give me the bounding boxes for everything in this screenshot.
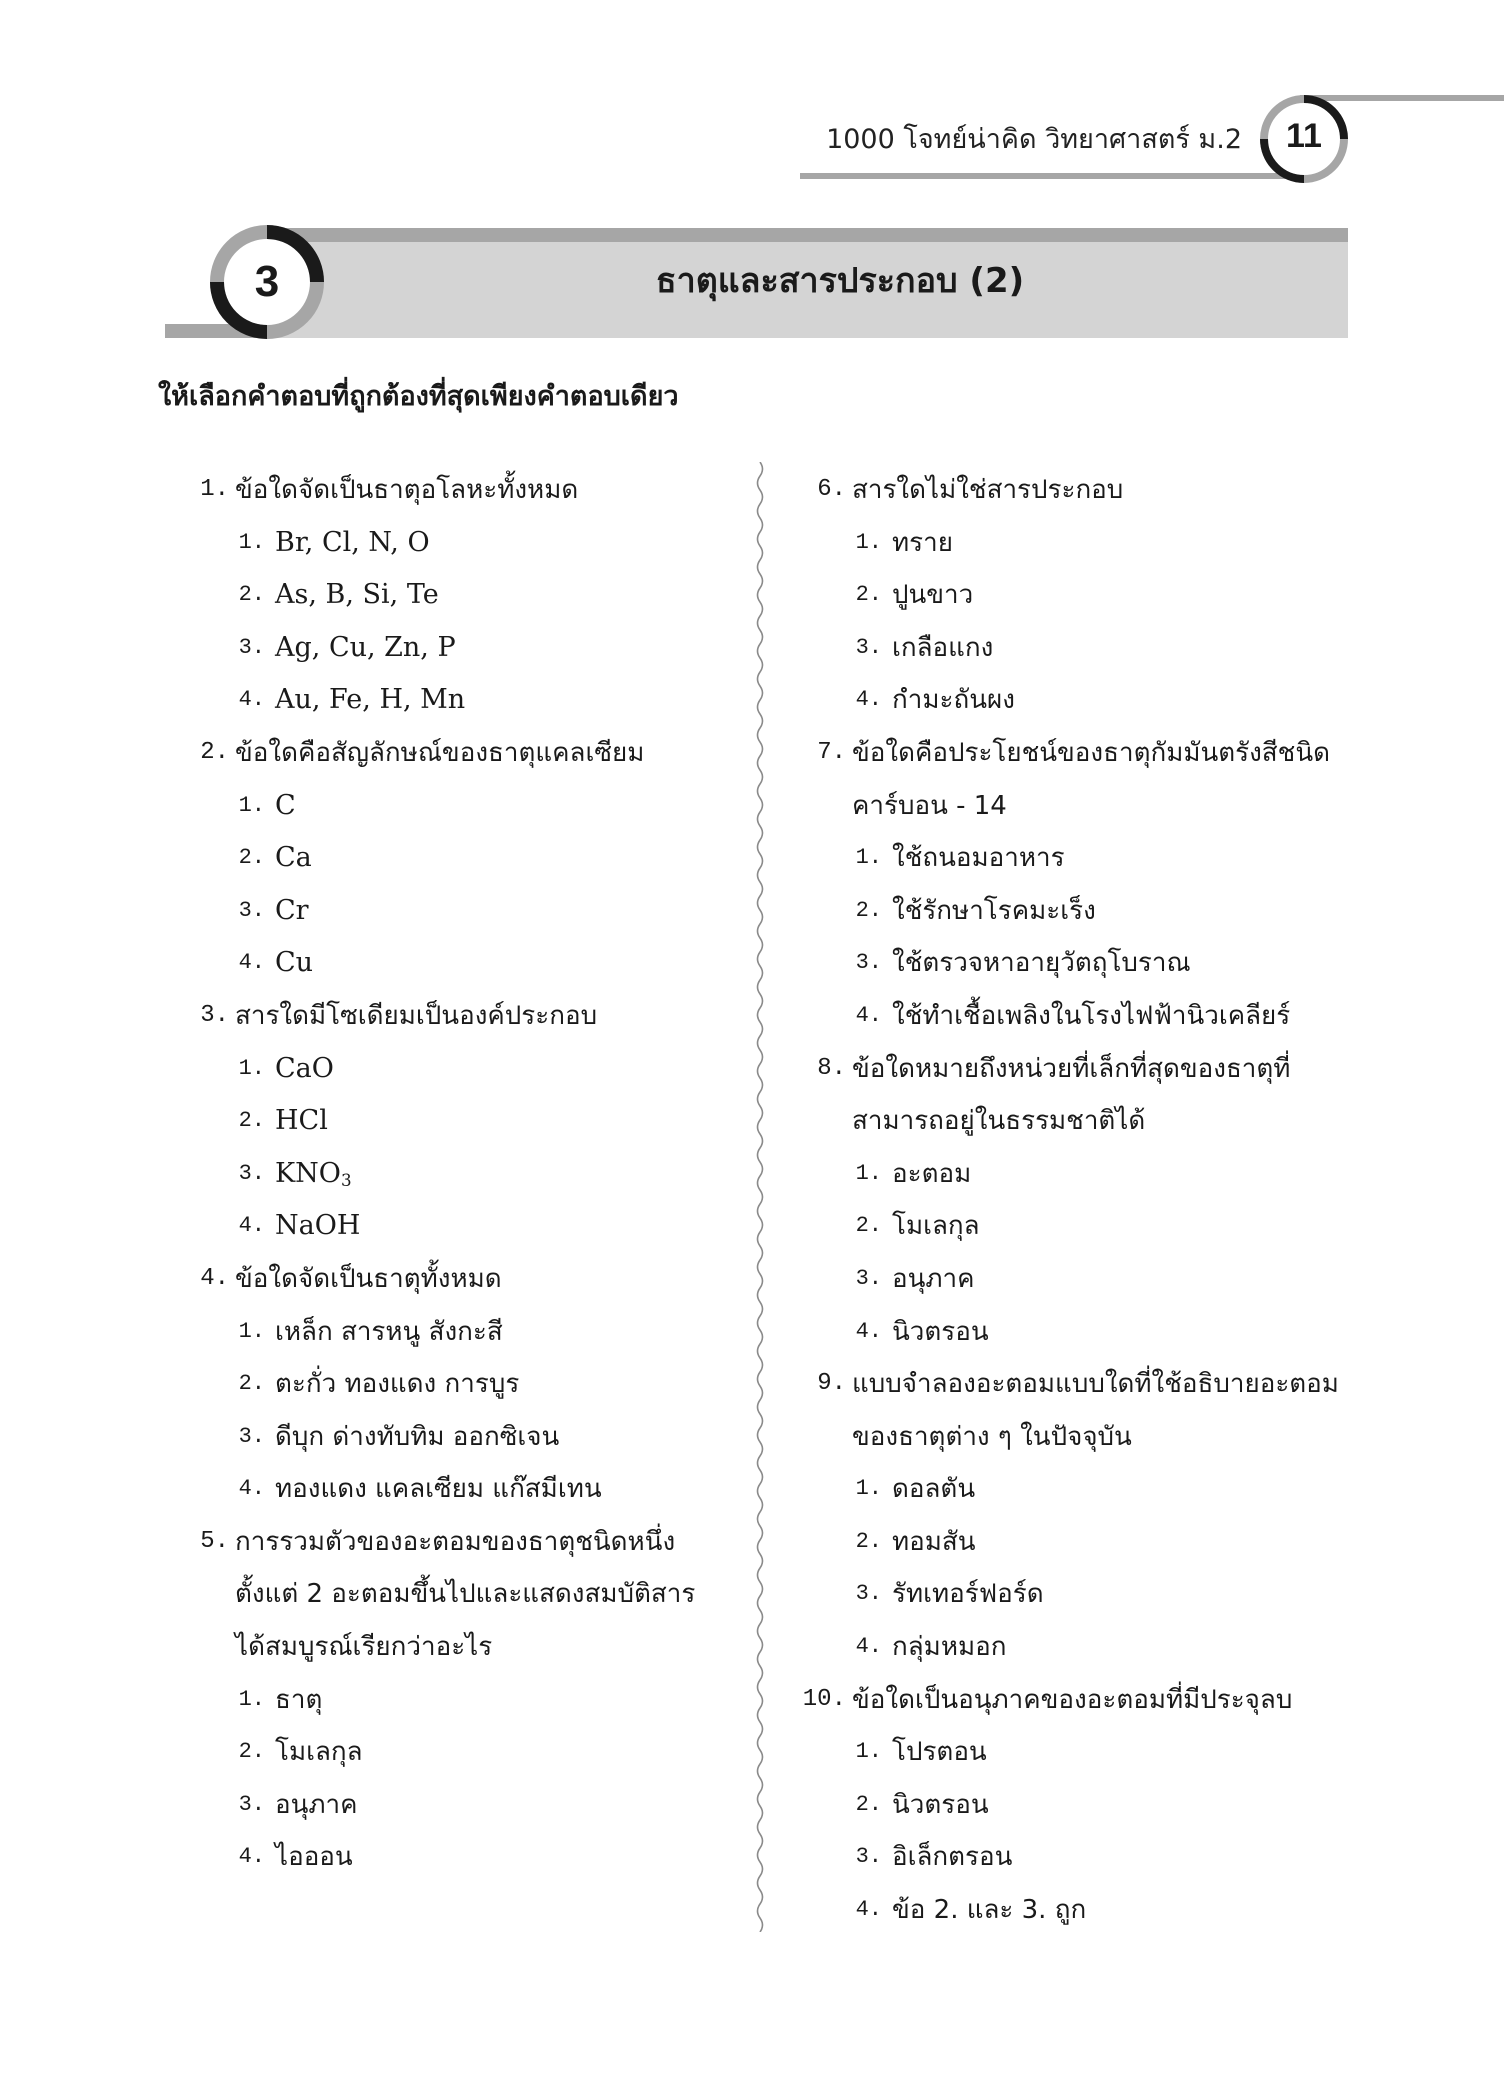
question-stem xyxy=(800,1043,1360,1096)
answer-option[interactable] xyxy=(800,1726,1360,1779)
option-number: 3. xyxy=(855,1581,882,1607)
option-text xyxy=(892,990,1290,1043)
header-rule-bottom xyxy=(800,173,1290,179)
answer-option[interactable] xyxy=(800,832,1360,885)
option-text xyxy=(275,1148,352,1207)
question-item xyxy=(800,464,1360,727)
option-label: ทราย xyxy=(892,527,953,558)
answer-option[interactable] xyxy=(800,622,1360,675)
option-number: 3. xyxy=(855,634,882,660)
answer-option[interactable] xyxy=(800,674,1360,727)
option-number: 1. xyxy=(238,1318,265,1344)
option-text xyxy=(892,1831,1012,1884)
question-item xyxy=(800,1043,1360,1359)
question-number: 3. xyxy=(200,1001,229,1029)
option-text xyxy=(275,1779,358,1832)
question-text: คาร์บอน - 14 xyxy=(852,790,1007,821)
option-number: 2. xyxy=(855,1528,882,1554)
option-number: 4. xyxy=(238,1476,265,1502)
answer-option[interactable] xyxy=(183,1779,743,1832)
column-divider xyxy=(752,462,768,1932)
option-number: 1. xyxy=(238,1686,265,1712)
question-stem xyxy=(183,1253,743,1306)
question-text: แบบจำลองอะตอมแบบใดที่ใช้อธิบายอะตอม xyxy=(852,1369,1339,1400)
option-number: 3. xyxy=(238,634,265,660)
question-stem xyxy=(183,464,743,517)
answer-option[interactable] xyxy=(800,1779,1360,1832)
question-stem xyxy=(183,990,743,1043)
question-item xyxy=(800,1358,1360,1674)
answer-option[interactable] xyxy=(183,1726,743,1779)
answer-option[interactable] xyxy=(183,1148,743,1201)
option-label: เกลือแกง xyxy=(892,632,994,663)
option-number: 2. xyxy=(855,897,882,923)
option-text xyxy=(275,1411,559,1464)
answer-option[interactable] xyxy=(800,1568,1360,1621)
option-text xyxy=(275,1726,363,1779)
answer-option[interactable] xyxy=(800,1516,1360,1569)
option-text xyxy=(275,1306,503,1359)
instruction-text: ให้เลือกคำตอบที่ถูกต้องที่สุดเพียงคำตอบเดียว xyxy=(158,381,679,412)
question-item xyxy=(800,1674,1360,1937)
question-text: ตั้งแต่ 2 อะตอมขึ้นไปและแสดงสมบัติสาร xyxy=(235,1579,696,1610)
option-label: ดอลตัน xyxy=(892,1474,976,1505)
question-stem-continued xyxy=(800,780,1360,833)
answer-option[interactable] xyxy=(800,1463,1360,1516)
option-number: 3. xyxy=(238,1160,265,1186)
answer-option[interactable] xyxy=(183,1043,743,1096)
question-text: ของธาตุต่าง ๆ ในปัจจุบัน xyxy=(852,1421,1132,1452)
option-label: โมเลกุล xyxy=(275,1737,363,1768)
header-rule-top xyxy=(1300,95,1504,101)
option-text xyxy=(892,1463,975,1516)
question-stem-continued xyxy=(800,1411,1360,1464)
option-label: ตะกั่ว ทองแดง การบูร xyxy=(275,1369,520,1400)
option-label: HCl xyxy=(275,1105,328,1137)
answer-option[interactable] xyxy=(800,885,1360,938)
option-number: 2. xyxy=(238,1739,265,1765)
option-text xyxy=(275,832,312,885)
question-stem-continued xyxy=(800,1095,1360,1148)
question-item xyxy=(183,1253,743,1516)
option-label: CaO xyxy=(275,1052,334,1084)
question-text: สามารถอยู่ในธรรมชาติได้ xyxy=(852,1106,1146,1137)
option-text xyxy=(275,780,296,833)
answer-option[interactable] xyxy=(183,832,743,885)
option-number: 1. xyxy=(855,529,882,555)
question-text: ได้สมบูรณ์เรียกว่าอะไร xyxy=(235,1632,493,1663)
option-number: 3. xyxy=(238,1791,265,1817)
option-text xyxy=(275,674,465,727)
option-label: As, B, Si, Te xyxy=(275,579,439,611)
option-number: 2. xyxy=(238,845,265,871)
question-stem xyxy=(800,1358,1360,1411)
option-text xyxy=(275,1043,334,1096)
option-label: Br, Cl, N, O xyxy=(275,526,430,558)
option-label: ธาตุ xyxy=(275,1684,323,1715)
option-text xyxy=(892,1148,971,1201)
answer-option[interactable] xyxy=(800,1200,1360,1253)
option-label: เหล็ก สารหนู สังกะสี xyxy=(275,1316,503,1347)
header-decoration xyxy=(0,0,1504,200)
questions-column-right xyxy=(800,464,1360,1937)
answer-option[interactable] xyxy=(183,1306,743,1359)
option-label: นิวตรอน xyxy=(892,1316,989,1347)
question-number: 9. xyxy=(817,1370,846,1398)
question-item xyxy=(183,1516,743,1884)
answer-option[interactable] xyxy=(800,1621,1360,1674)
banner-top-band xyxy=(262,228,1348,242)
option-text xyxy=(892,569,973,622)
option-number: 1. xyxy=(855,1476,882,1502)
option-text xyxy=(892,1200,980,1253)
option-label: Au, Fe, H, Mn xyxy=(275,684,466,716)
question-number: 6. xyxy=(817,476,846,503)
answer-option[interactable] xyxy=(183,674,743,727)
option-number: 1. xyxy=(238,792,265,818)
question-item xyxy=(183,990,743,1253)
book-title: 1000 โจทย์น่าคิด วิทยาศาสตร์ ม.2 xyxy=(826,124,1242,155)
option-text xyxy=(892,1253,975,1306)
answer-option[interactable] xyxy=(800,569,1360,622)
answer-option[interactable] xyxy=(800,1831,1360,1884)
option-label: โปรตอน xyxy=(892,1737,987,1768)
answer-option[interactable] xyxy=(183,1200,743,1253)
answer-option[interactable] xyxy=(800,1148,1360,1201)
option-number: 2. xyxy=(855,582,882,608)
question-stem xyxy=(800,727,1360,780)
question-item xyxy=(183,464,743,727)
option-text xyxy=(275,937,313,990)
option-number: 4. xyxy=(855,1002,882,1028)
option-text xyxy=(892,517,953,570)
option-text xyxy=(275,1831,353,1884)
option-number: 2. xyxy=(855,1791,882,1817)
option-number: 4. xyxy=(855,1318,882,1344)
option-number: 2. xyxy=(855,1213,882,1239)
option-text xyxy=(275,569,439,622)
option-number: 4. xyxy=(855,687,882,713)
subscript: 3 xyxy=(340,1169,352,1190)
chapter-title: ธาตุและสารประกอบ (2) xyxy=(655,261,1025,301)
option-number: 4. xyxy=(238,1213,265,1239)
option-number: 1. xyxy=(238,529,265,555)
option-text xyxy=(275,1674,322,1727)
question-number: 5. xyxy=(200,1527,229,1555)
option-label: ทอมสัน xyxy=(892,1526,976,1557)
answer-option[interactable] xyxy=(800,1306,1360,1359)
option-number: 4. xyxy=(238,950,265,976)
question-item xyxy=(800,727,1360,1043)
question-number: 2. xyxy=(200,738,229,766)
option-number: 2. xyxy=(238,1371,265,1397)
option-label: อนุภาค xyxy=(275,1789,358,1820)
page-number: 11 xyxy=(1286,117,1322,155)
option-text xyxy=(275,517,430,570)
answer-option[interactable] xyxy=(183,517,743,570)
question-text: ข้อใดเป็นอนุภาคของอะตอมที่มีประจุลบ xyxy=(852,1684,1293,1715)
option-label: อนุภาค xyxy=(892,1263,975,1294)
option-number: 2. xyxy=(238,1108,265,1134)
running-header xyxy=(0,0,1504,200)
question-stem-continued xyxy=(183,1568,743,1621)
chapter-banner xyxy=(0,220,1504,350)
option-number: 3. xyxy=(238,897,265,923)
option-number: 3. xyxy=(855,1265,882,1291)
option-text xyxy=(892,674,1015,727)
answer-option[interactable] xyxy=(183,937,743,990)
answer-option[interactable] xyxy=(183,1095,743,1148)
chapter-number: 3 xyxy=(254,257,280,306)
option-label: กำมะถันผง xyxy=(892,685,1015,716)
answer-option[interactable] xyxy=(183,1411,743,1464)
option-number: 4. xyxy=(855,1897,882,1923)
question-stem xyxy=(800,1674,1360,1727)
option-number: 4. xyxy=(238,687,265,713)
question-text: ข้อใดคือสัญลักษณ์ของธาตุแคลเซียม xyxy=(235,737,645,768)
option-label: Ca xyxy=(275,842,312,874)
option-text xyxy=(275,1463,602,1516)
option-label: โมเลกุล xyxy=(892,1211,980,1242)
question-number: 10. xyxy=(802,1685,846,1713)
option-label: อิเล็กตรอน xyxy=(892,1842,1013,1873)
option-number: 1. xyxy=(238,1055,265,1081)
question-stem xyxy=(183,1516,743,1569)
question-text: ข้อใดคือประโยชน์ของธาตุกัมมันตรังสีชนิด xyxy=(852,737,1330,768)
answer-option[interactable] xyxy=(800,517,1360,570)
question-number: 4. xyxy=(200,1264,229,1292)
question-stem xyxy=(800,464,1360,517)
question-item xyxy=(183,727,743,990)
option-text xyxy=(892,1884,1086,1937)
answer-option[interactable] xyxy=(183,885,743,938)
question-text: สารใดมีโซเดียมเป็นองค์ประกอบ xyxy=(235,1000,598,1031)
option-number: 1. xyxy=(855,1739,882,1765)
option-label: C xyxy=(275,789,296,821)
question-text: สารใดไม่ใช่สารประกอบ xyxy=(852,475,1124,505)
question-text: ข้อใดจัดเป็นธาตุทั้งหมด xyxy=(235,1263,502,1294)
option-text xyxy=(892,1726,987,1779)
option-number: 2. xyxy=(238,582,265,608)
answer-option[interactable] xyxy=(183,622,743,675)
option-text xyxy=(275,885,309,938)
question-text: ข้อใดจัดเป็นธาตุอโลหะทั้งหมด xyxy=(235,475,579,505)
option-text xyxy=(892,1568,1044,1621)
option-label: ใช้ตรวจหาอายุวัตถุโบราณ xyxy=(892,948,1191,979)
option-number: 1. xyxy=(855,1160,882,1186)
answer-option[interactable] xyxy=(800,1884,1360,1937)
answer-option[interactable] xyxy=(183,780,743,833)
question-stem-continued xyxy=(183,1621,743,1674)
question-number: 1. xyxy=(200,476,229,503)
option-label: ใช้ถนอมอาหาร xyxy=(892,843,1065,874)
option-label: Ag, Cu, Zn, P xyxy=(275,631,456,663)
option-number: 4. xyxy=(855,1634,882,1660)
question-text: การรวมตัวของอะตอมของธาตุชนิดหนึ่ง xyxy=(235,1526,676,1557)
option-number: 3. xyxy=(238,1423,265,1449)
questions-column-left xyxy=(183,464,743,1884)
option-label: Cr xyxy=(275,894,309,926)
option-label: กลุ่มหมอก xyxy=(892,1632,1007,1663)
option-label: ดีบุก ด่างทับทิม ออกซิเจน xyxy=(275,1421,560,1452)
option-number: 1. xyxy=(855,845,882,871)
option-label: ทองแดง แคลเซียม แก๊สมีเทน xyxy=(275,1474,602,1505)
option-label: KNO xyxy=(275,1157,341,1189)
option-text xyxy=(275,1358,519,1411)
answer-option[interactable] xyxy=(800,937,1360,990)
option-text xyxy=(275,1095,328,1148)
option-label: NaOH xyxy=(275,1210,361,1242)
answer-option[interactable] xyxy=(183,569,743,622)
answer-option[interactable] xyxy=(183,1674,743,1727)
option-text xyxy=(892,885,1096,938)
option-text xyxy=(892,1779,989,1832)
answer-option[interactable] xyxy=(183,1358,743,1411)
option-text xyxy=(275,1200,360,1253)
option-label: รัทเทอร์ฟอร์ด xyxy=(892,1579,1044,1610)
wavy-line xyxy=(758,462,763,1932)
option-label: ปูนขาว xyxy=(892,580,974,611)
option-label: Cu xyxy=(275,947,314,979)
option-label: ไอออน xyxy=(275,1842,353,1873)
option-text xyxy=(892,937,1191,990)
option-label: อะตอม xyxy=(892,1158,972,1189)
option-text xyxy=(892,1306,989,1359)
question-number: 8. xyxy=(817,1054,846,1082)
answer-option[interactable] xyxy=(183,1463,743,1516)
option-label: ใช้ทำเชื้อเพลิงในโรงไฟฟ้านิวเคลียร์ xyxy=(892,1000,1291,1031)
question-number: 7. xyxy=(817,738,846,766)
option-text xyxy=(892,622,993,675)
option-text xyxy=(275,622,456,675)
option-text xyxy=(892,1621,1006,1674)
option-label: ใช้รักษาโรคมะเร็ง xyxy=(892,895,1096,926)
option-number: 3. xyxy=(855,950,882,976)
option-number: 4. xyxy=(238,1844,265,1870)
question-stem xyxy=(183,727,743,780)
option-label: นิวตรอน xyxy=(892,1789,989,1820)
option-text xyxy=(892,832,1065,885)
answer-option[interactable] xyxy=(800,990,1360,1043)
option-label: ข้อ 2. และ 3. ถูก xyxy=(892,1895,1087,1926)
question-text: ข้อใดหมายถึงหน่วยที่เล็กที่สุดของธาตุที่ xyxy=(852,1053,1291,1084)
answer-option[interactable] xyxy=(800,1253,1360,1306)
answer-option[interactable] xyxy=(183,1831,743,1884)
option-number: 3. xyxy=(855,1844,882,1870)
option-text xyxy=(892,1516,976,1569)
